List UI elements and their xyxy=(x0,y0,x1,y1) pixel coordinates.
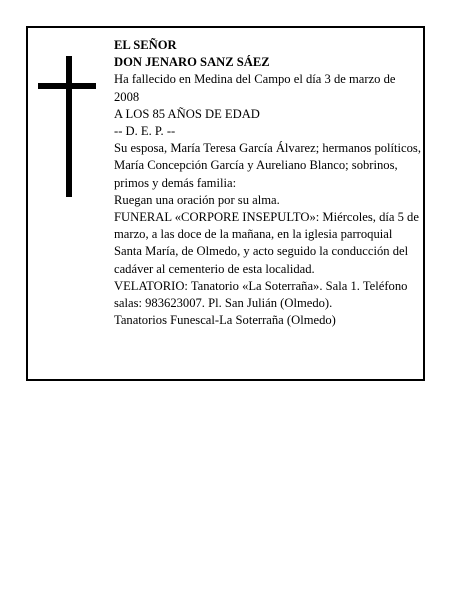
obituary-text xyxy=(114,37,422,329)
wake-info: VELATORIO: Tanatorio «La Soterraña». Sala 1. Teléfono salas: 983623007. Pl. San Julián (Olmedo). xyxy=(114,278,408,311)
deceased-name: DON JENARO SANZ SÁEZ xyxy=(114,55,270,70)
rip-line: -- D. E. P. -- xyxy=(114,124,176,139)
cross-horizontal-bar xyxy=(38,83,96,89)
funeral-info: FUNERAL «CORPORE INSEPULTO»: Miércoles, día 5 de marzo, a las doce de la mañana, en la iglesia parroquial Santa María, de Olmedo, y acto seguido la conducción del cadáver al cementerio de esta localidad. xyxy=(114,210,419,276)
title-line-1: EL SEÑOR xyxy=(114,38,177,52)
family-line: Su esposa, María Teresa García Álvarez; hermanos políticos, María Concepción García y Aureliano Blanco; sobrinos, primos y demás familia: xyxy=(114,141,421,190)
cross-vertical-bar xyxy=(66,56,72,197)
age-line: A LOS 85 AÑOS DE EDAD xyxy=(114,106,260,121)
death-info: Ha fallecido en Medina del Campo el día 3 de marzo de 2008 xyxy=(114,72,396,104)
prayer-line: Ruegan una oración por su alma. xyxy=(114,192,280,207)
funeral-home: Tanatorios Funescal-La Soterraña (Olmedo) xyxy=(114,313,336,328)
